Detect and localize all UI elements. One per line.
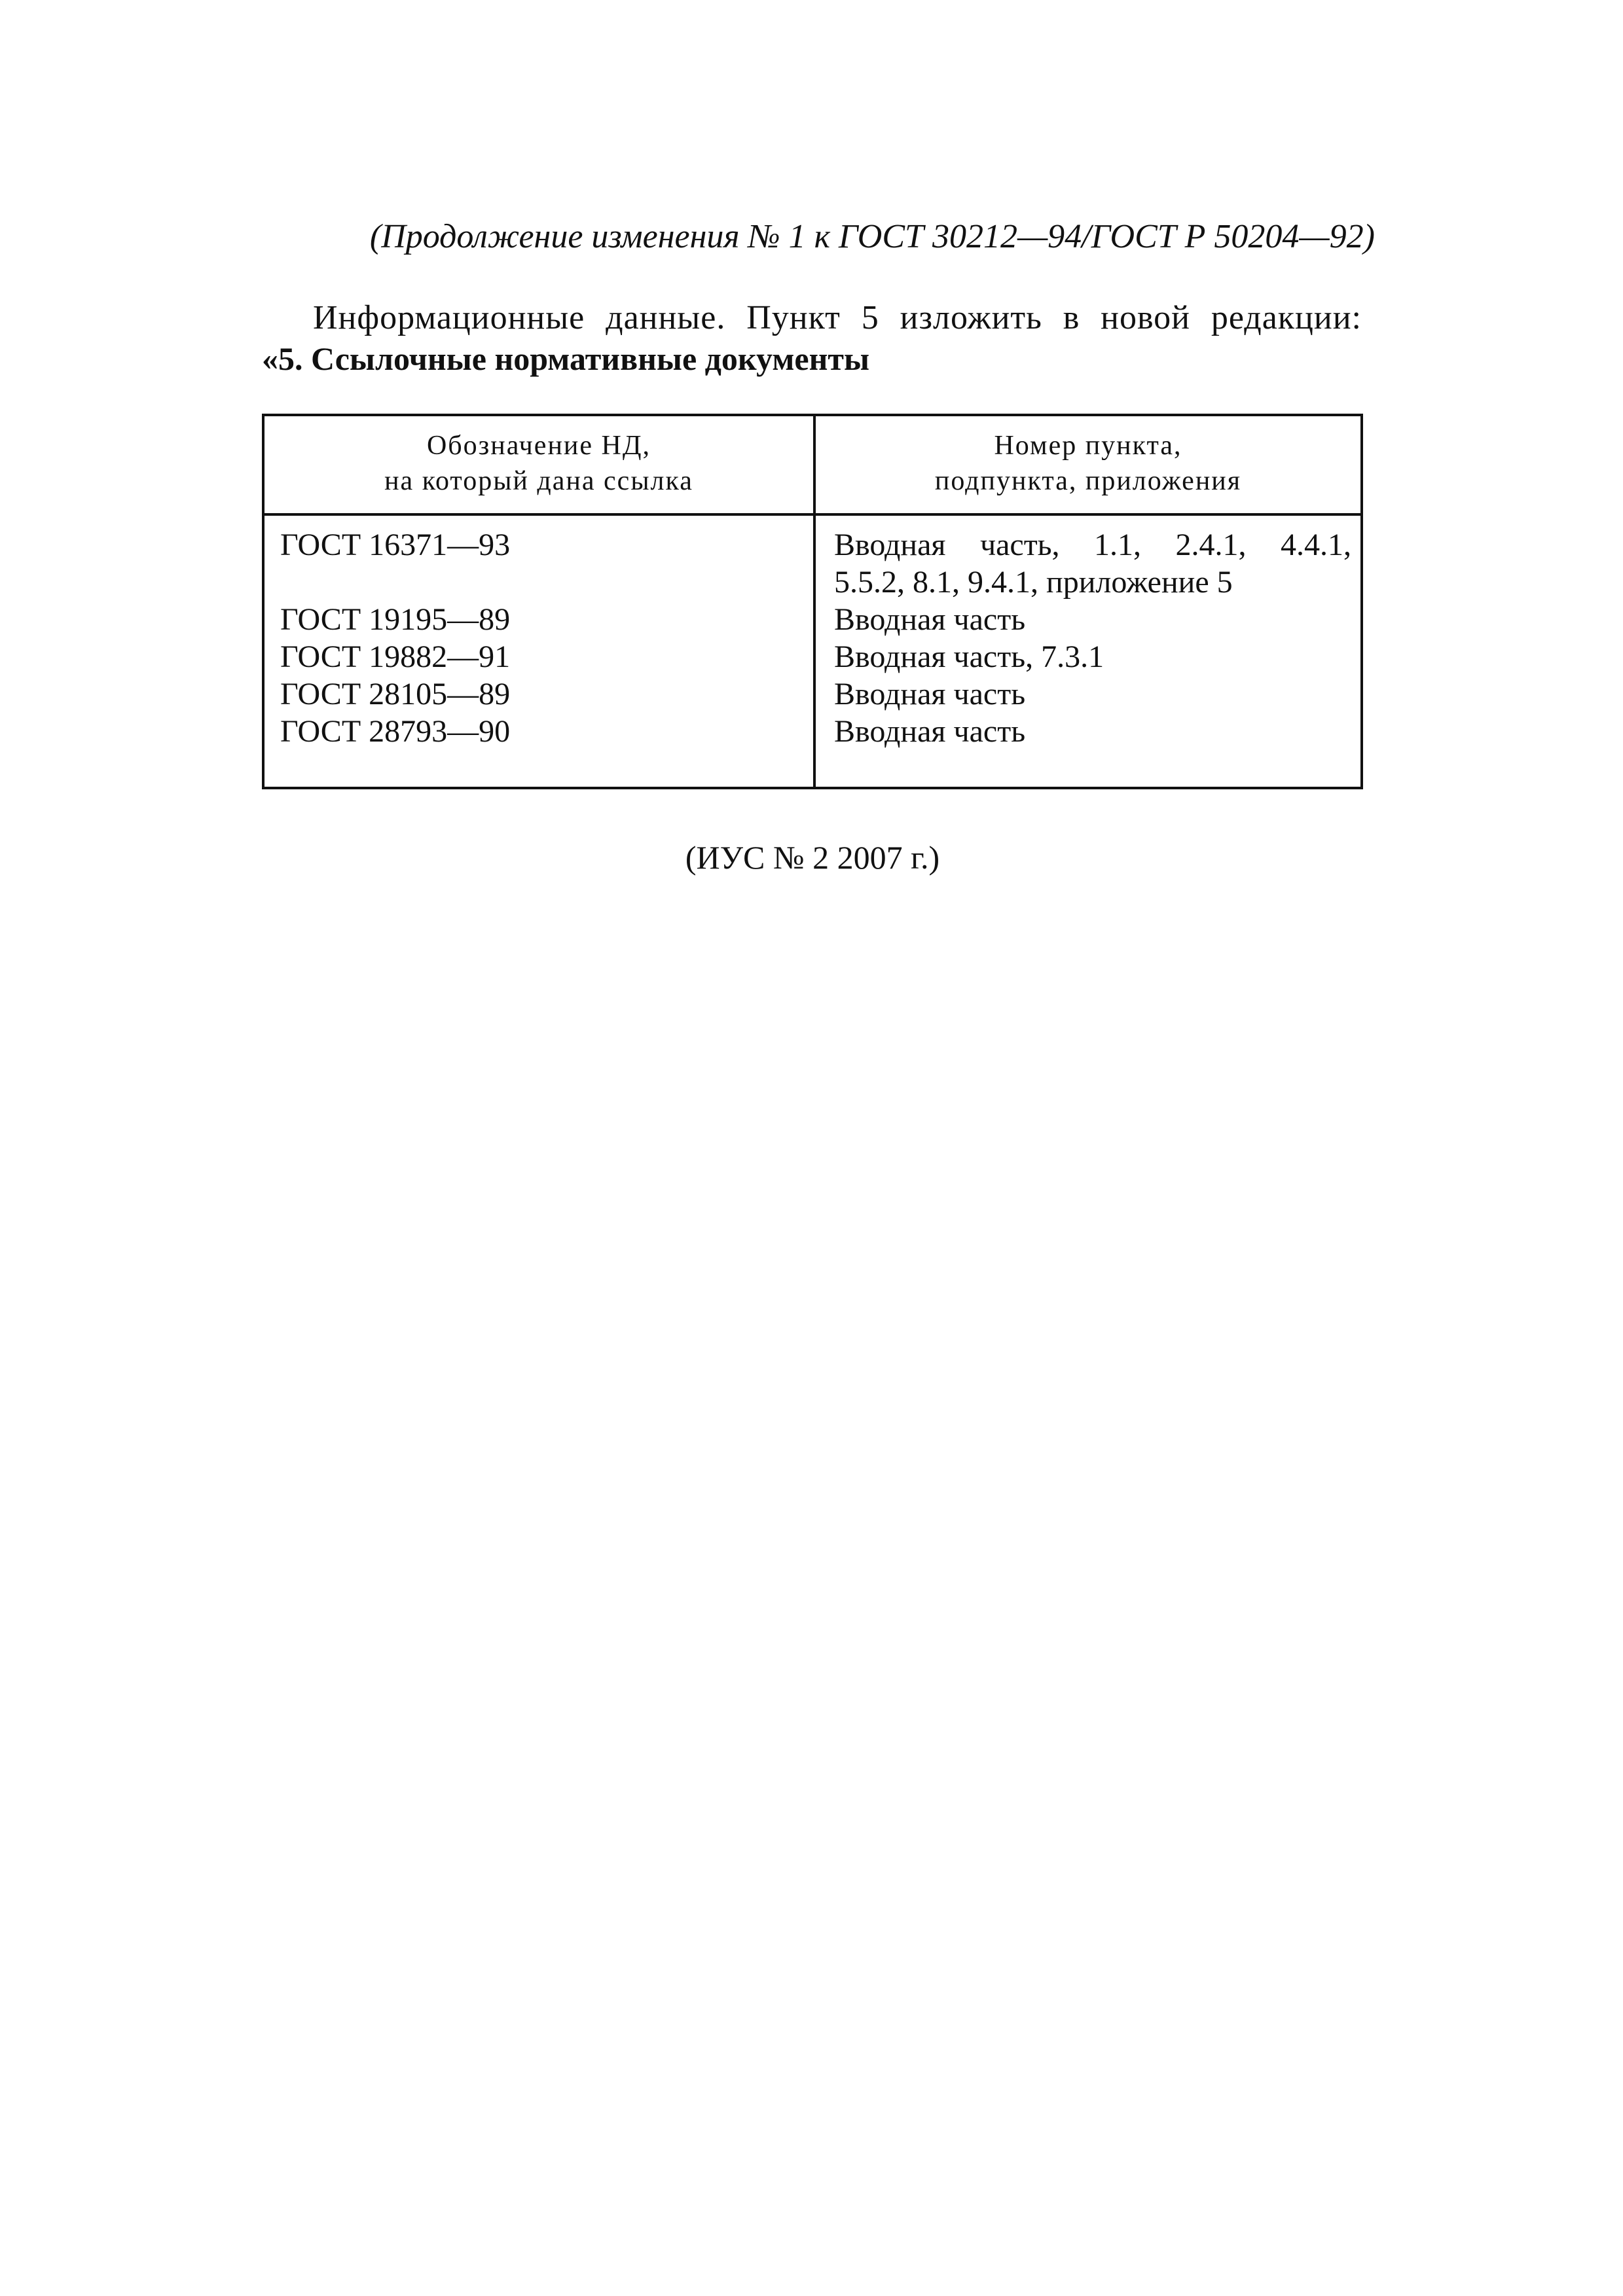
table-row bbox=[264, 713, 1360, 750]
section-numbers bbox=[834, 713, 1351, 750]
section-line: Вводная часть, 1.1, 2.4.1, 4.4.1, bbox=[834, 528, 1351, 562]
section-line: Вводная часть bbox=[834, 602, 1026, 637]
section-line: Вводная часть bbox=[834, 677, 1026, 711]
section-heading: «5. Ссылочные нормативные документы bbox=[262, 340, 870, 377]
document-designation: ГОСТ 19195—89 bbox=[280, 602, 511, 637]
section-line: Вводная часть, 7.3.1 bbox=[834, 639, 1104, 674]
intro-text: Информационные данные. Пункт 5 изложить в новой редакции: bbox=[313, 299, 1362, 336]
table-row bbox=[264, 675, 1360, 713]
document-designation: ГОСТ 28793—90 bbox=[280, 714, 511, 749]
section-numbers bbox=[834, 675, 1351, 713]
document-designation: ГОСТ 16371—93 bbox=[280, 528, 511, 562]
column-header-line: Обозначение НД, bbox=[426, 431, 651, 461]
references-table bbox=[262, 414, 1363, 789]
column-header-line: подпункта, приложения bbox=[934, 466, 1242, 496]
column-header-line: на который дана ссылка bbox=[384, 466, 693, 496]
column-header-document bbox=[264, 428, 813, 499]
document-designation: ГОСТ 28105—89 bbox=[280, 677, 511, 711]
table-row bbox=[264, 601, 1360, 638]
section-line: 5.5.2, 8.1, 9.4.1, приложение 5 bbox=[834, 565, 1233, 600]
table-body bbox=[264, 526, 1360, 750]
document-designation: ГОСТ 19882—91 bbox=[280, 639, 511, 674]
section-line: Вводная часть bbox=[834, 714, 1026, 749]
section-numbers bbox=[834, 526, 1351, 601]
intro-paragraph bbox=[262, 298, 1362, 379]
column-header-section bbox=[816, 428, 1360, 499]
table-row bbox=[264, 638, 1360, 675]
continuation-header: (Продолжение изменения № 1 к ГОСТ 30212—94/ГОСТ Р 50204—92) bbox=[369, 218, 1375, 255]
section-numbers bbox=[834, 638, 1351, 675]
column-header-line: Номер пункта, bbox=[994, 431, 1182, 461]
table-row bbox=[264, 526, 1360, 601]
section-numbers bbox=[834, 601, 1351, 638]
ius-source-note: (ИУС № 2 2007 г.) bbox=[685, 839, 940, 876]
header-divider bbox=[264, 513, 1360, 516]
